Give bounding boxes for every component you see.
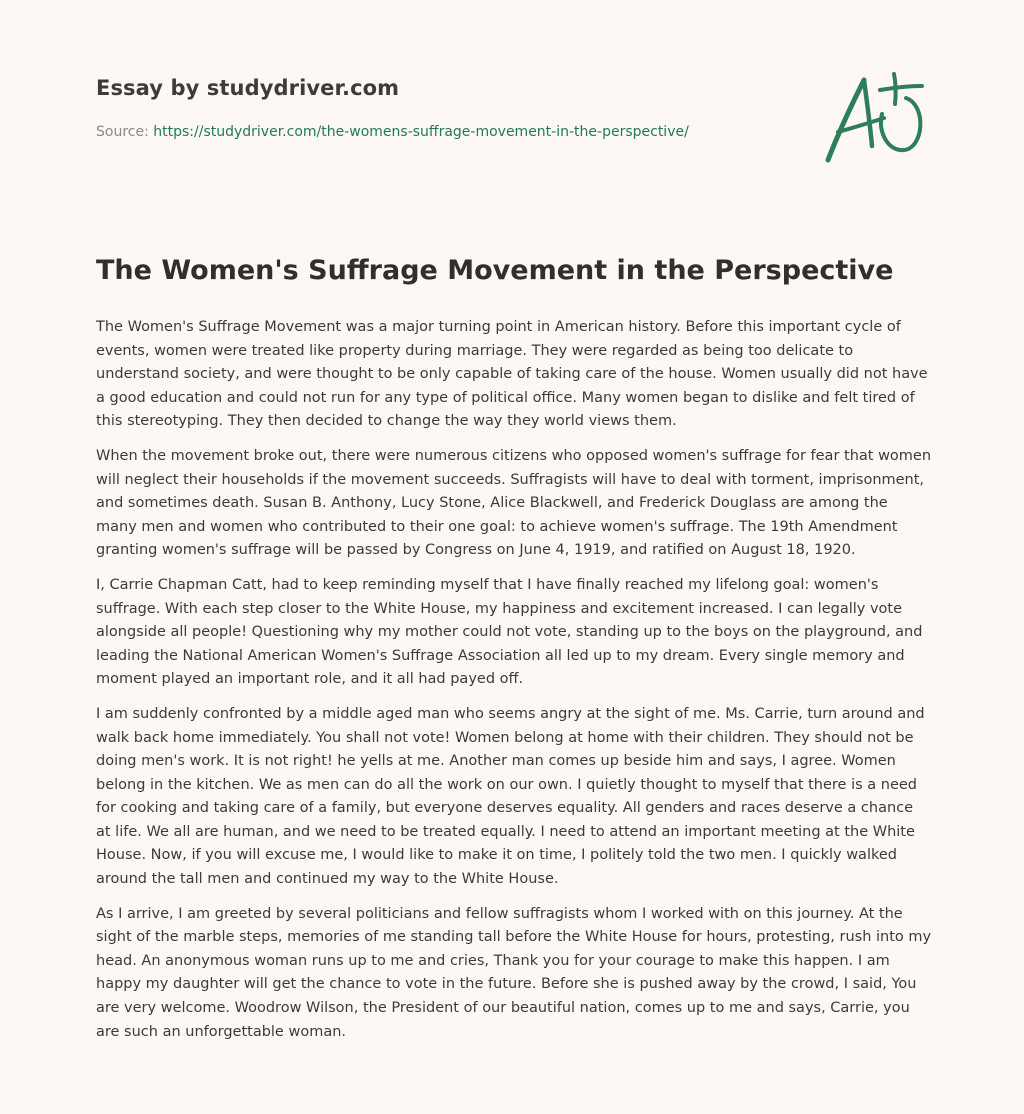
source-link[interactable]: https://studydriver.com/the-womens-suffrage-movement-in-the-perspective/ [153,124,689,140]
source-label: Source: [96,124,149,140]
essay-paragraph: I, Carrie Chapman Catt, had to keep reminding myself that I have finally reached my lifelong goal: women's suffrage. With each step closer to the White House, my happiness and excitement increased. I can legally vote alongside all people! Questioning why my mother could not vote, standing up to the boys on the playground, and leading the National American Women's Suffrage Association all led up to my dream. Every single memory and moment played an important role, and it all had payed off. [96,576,923,688]
essay-body [96,316,932,1055]
site-title: Essay by studydriver.com [96,76,400,100]
essay-paragraph: When the movement broke out, there were numerous citizens who opposed women's suffrage for fear that women will neglect their households if the movement succeeds. Suffragists will have to deal with torment, imprisonment, and sometimes death. Susan B. Anthony, Lucy Stone, Alice Blackwell, and Frederick Douglass are among the many men and women who contributed to their one goal: to achieve women's suffrage. The 19th Amendment granting women's suffrage will be passed by Congress on June 4, 1919, and ratified on August 18, 1920. [96,447,932,559]
essay-paragraph: As I arrive, I am greeted by several politicians and fellow suffragists whom I worked with on this journey. At the sight of the marble steps, memories of me standing tall before the White House for hours, protesting, rush into my head. An anonymous woman runs up to me and cries, Thank you for your courage to make this happen. I am happy my daughter will get the chance to vote in the future. Before she is pushed away by the crowd, I said, You are very welcome. Woodrow Wilson, the President of our beautiful nation, comes up to me and says, Carrie, you are such an unforgettable woman. [96,905,932,1040]
essay-paragraph: I am suddenly confronted by a middle aged man who seems angry at the sight of me. Ms. Carrie, turn around and walk back home immediately. You shall not vote! Women belong at home with their children. They should not be doing men's work. It is not right! he yells at me. Another man comes up beside him and says, I agree. Women belong in the kitchen. We as men can do all the work on our own. I quietly thought to myself that there is a need for cooking and taking care of a family, but everyone deserves equality. All genders and races deserve a chance at life. We all are human, and we need to be treated equally. I need to attend an important meeting at the White House. Now, if you will excuse me, I would like to make it on time, I politely told the two men. I quickly walked around the tall men and continued my way to the White House. [96,705,925,888]
source-line [96,124,689,140]
a-plus-logo-icon [818,66,930,166]
essay-paragraph: The Women's Suffrage Movement was a major turning point in American history. Before this important cycle of events, women were treated like property during marriage. They were regarded as being too delicate to understand society, and were thought to be only capable of taking care of the house. Women usually did not have a good education and could not run for any type of political office. Many women began to dislike and felt tired of this stereotyping. They then decided to change the way they world views them. [96,319,928,430]
essay-title: The Women's Suffrage Movement in the Perspective [96,255,894,286]
